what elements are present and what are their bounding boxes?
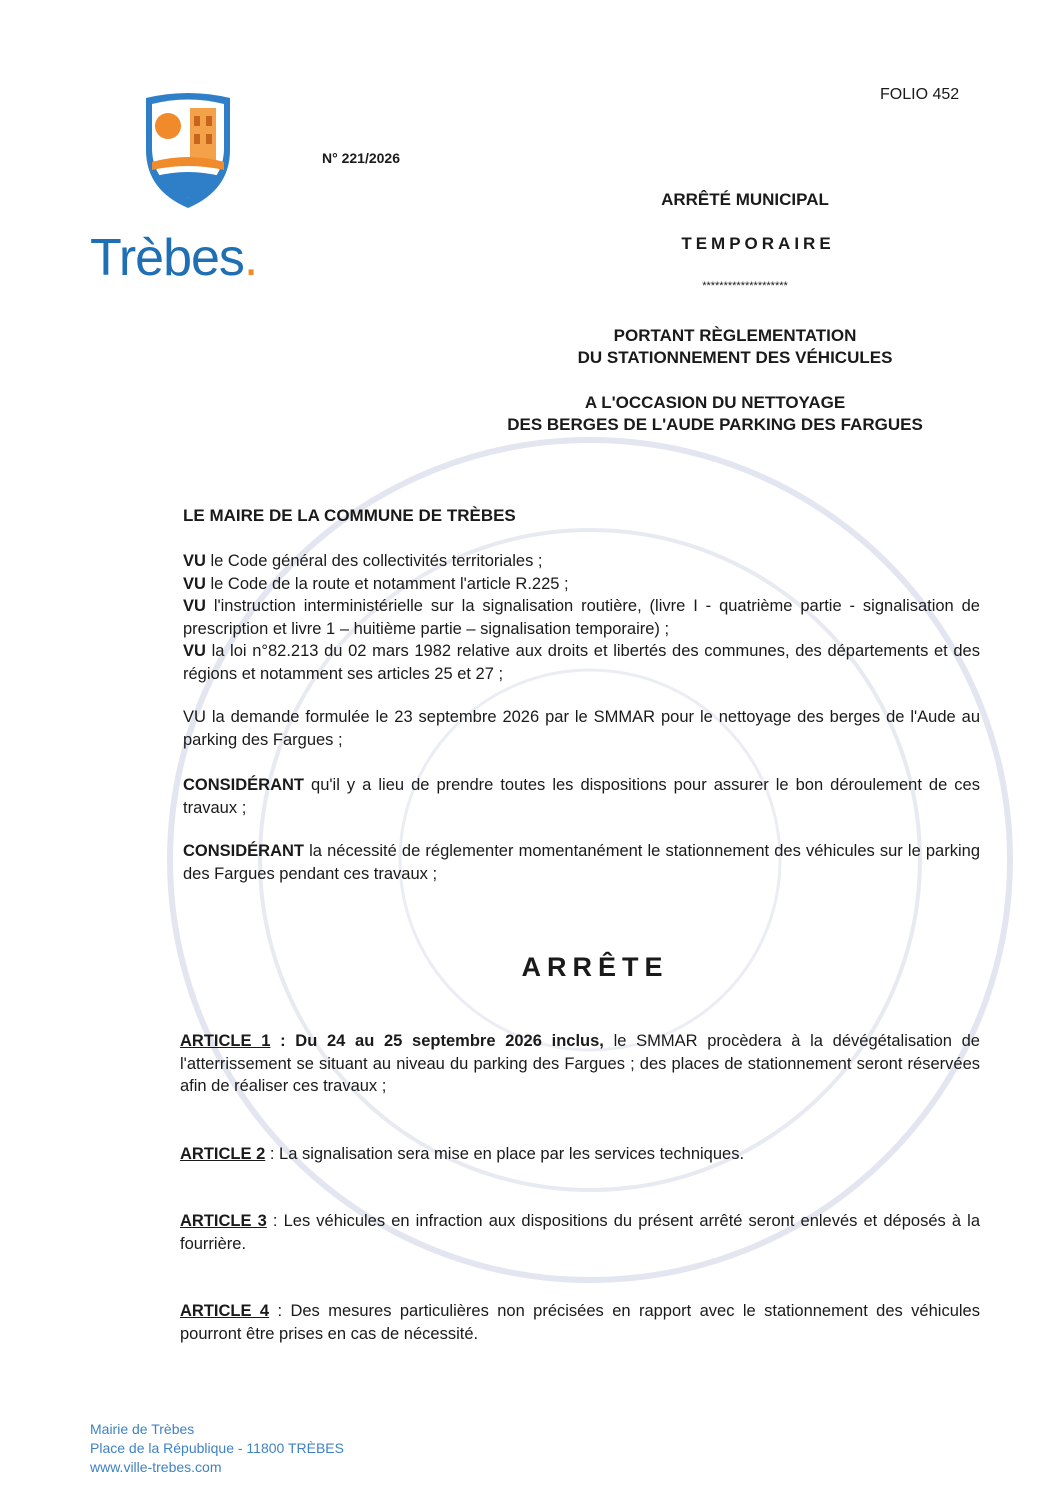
footer-mairie: Mairie de Trèbes (90, 1421, 195, 1437)
article-1: ARTICLE 1 : Du 24 au 25 septembre 2026 inclus, le SMMAR procèdera à la dévégétalisation de l'atterrissement se situant au niveau du parking des Fargues ; des places de stationnement seront réservées afin de réaliser ces travaux ; (180, 1032, 980, 1095)
doc-type-title: ARRÊTÉ MUNICIPAL (661, 190, 829, 209)
object-line-2: DU STATIONNEMENT DES VÉHICULES (577, 348, 893, 367)
considerant-1: CONSIDÉRANT qu'il y a lieu de prendre toutes les dispositions pour assurer le bon déroulement de ces travaux ; (183, 776, 980, 817)
article-2: ARTICLE 2 : La signalisation sera mise en place par les services techniques. (180, 1145, 745, 1163)
vu-list (183, 550, 980, 685)
folio-number: FOLIO 452 (880, 86, 960, 103)
footer-website[interactable]: www.ville-trebes.com (90, 1459, 222, 1475)
trebes-logo-wordmark: Trèbes. (90, 229, 258, 287)
vu-item: VU le Code de la route et notamment l'article R.225 ; (183, 574, 569, 593)
occasion-line-1: A L'OCCASION DU NETTOYAGE (584, 393, 846, 412)
doc-type-subtitle: TEMPORAIRE (681, 234, 835, 253)
object-line-1: PORTANT RÈGLEMENTATION (613, 326, 857, 345)
article-4: ARTICLE 4 : Des mesures particulières non précisées en rapport avec le stationnement des véhicules pourront être prises en cas de nécessité. (180, 1302, 980, 1343)
footer-street: Place de la République - 11800 TRÈBES (90, 1440, 344, 1456)
trebes-shield-logo (138, 90, 238, 210)
arrete-number: N° 221/2026 (322, 150, 400, 166)
arrete-title: ARRÊTE (521, 952, 669, 982)
object-heading (480, 325, 990, 369)
separator-stars: ******************** (702, 280, 788, 292)
occasion-line-2: DES BERGES DE L'AUDE PARKING DES FARGUES (507, 415, 923, 434)
vu-item: VU l'instruction interministérielle sur la signalisation routière, (livre I - quatrième partie - signalisation de prescription et livre 1 – huitième partie – signalisation temporaire) ; (183, 597, 980, 638)
occasion-heading (470, 392, 960, 436)
article-3: ARTICLE 3 : Les véhicules en infraction aux dispositions du présent arrêté seront enlevés et déposés à la fourrière. (180, 1212, 980, 1253)
considerant-2: CONSIDÉRANT la nécessité de réglementer momentanément le stationnement des véhicules sur le parking des Fargues pendant ces travaux ; (183, 842, 980, 883)
vu-demande: VU la demande formulée le 23 septembre 2026 par le SMMAR pour le nettoyage des berges de l'Aude au parking des Fargues ; (183, 708, 980, 749)
vu-item: VU la loi n°82.213 du 02 mars 1982 relative aux droits et libertés des communes, des départements et des régions et notamment ses articles 25 et 27 ; (183, 642, 980, 683)
vu-item: VU le Code général des collectivités territoriales ; (183, 552, 543, 570)
footer-address (90, 1420, 344, 1477)
maire-heading: LE MAIRE DE LA COMMUNE DE TRÈBES (183, 506, 516, 525)
